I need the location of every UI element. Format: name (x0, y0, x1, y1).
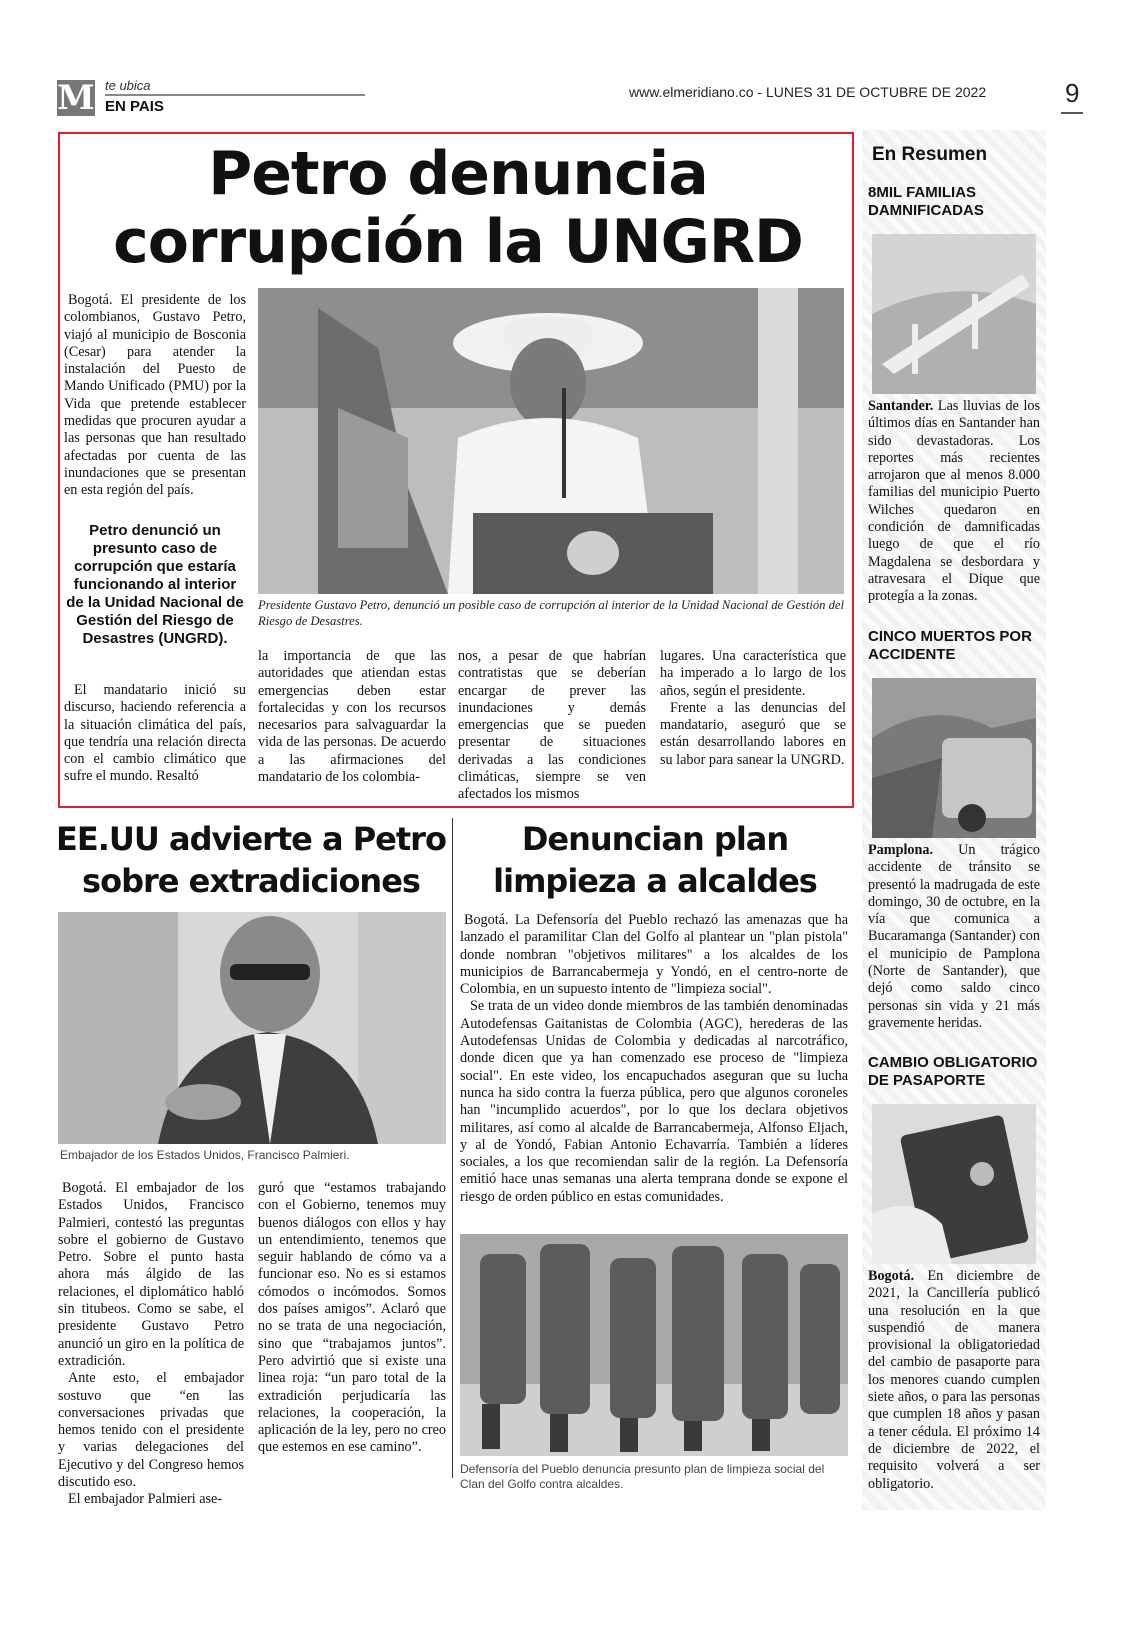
lead-column-1-cont: El mandatario inició su discurso, haciendo referencia a la situación climática del país, que tendría una relación directa con el cambio climático que sufre el mundo. Resaltó (64, 682, 246, 785)
lead-headline: Petro denuncia corrupción la UNGRD (113, 139, 803, 277)
sidebar-item-head: CAMBIO OBLIGATORIO DE PASAPORTE (868, 1054, 1038, 1089)
story2-photo-caption: Embajador de los Estados Unidos, Francisco Palmieri. (60, 1148, 350, 1162)
accident-photo-image (872, 678, 1036, 838)
lead-column-4: lugares. Una característica que ha imperado a lo largo de los años, según el presidente. Frente a las denuncias del mandatario, aseguró que se están desarrollando labores en su labor para sanear la UNGRD. (660, 648, 846, 768)
sidebar-title: En Resumen (872, 144, 988, 165)
sidebar-item-head: 8MIL FAMILIAS DAMNIFICADAS (868, 184, 984, 219)
lead-column-1: Bogotá. El presidente de los colombianos, Gustavo Petro, viajó al municipio de Bosconia (Cesar) para atender la instalación del Puesto de Mando Unificado (PMU) por la Vida que pretende establecer medidas que procuren ayudar a las personas que han resultado afectadas por cuenta de las inundaciones que se presentan en esta región del país. (64, 292, 246, 499)
flood-photo-image (872, 234, 1036, 394)
story3-headline: Denuncian plan limpieza a alcaldes (493, 820, 817, 900)
story2-headline: EE.UU advierte a Petro sobre extradiciones (56, 820, 446, 900)
sidebar-item-text: Bogotá. En diciembre de 2021, la Cancillería publicó una resolución en la que suspendió de manera provisional la obligatoriedad del cambio de pasaporte para los menores cuando cumplen siete años, o para las personas que cumplen 18 años y pasan a tener cédula. El próximo 14 de diciembre de 2022, el requisito volverá a ser obligatorio. (868, 1268, 1040, 1492)
logo-mark: M (57, 78, 95, 118)
tagline-rule (105, 94, 365, 96)
story2-column-1: Bogotá. El embajador de los Estados Unidos, Francisco Palmieri, contestó las preguntas sobre el gobierno de Gustavo Petro. Sobre el punto hasta ahora más álgido de las relaciones, el diplomático habló sin titubeos. Como se sabe, el presidente Gustavo Petro anunció un giro en la política de extradición. Ante esto, el embajador sostuvo que “en las conversaciones privadas que hemos tenido con el presidente y varias delegaciones del Ejecutivo y del Congreso hemos discutido eso. El embajador Palmieri ase- (58, 1180, 244, 1508)
column-divider (452, 818, 453, 1478)
lead-photo-image (258, 288, 844, 594)
story3-photo-caption: Defensoría del Pueblo denuncia presunto plan de limpieza social del Clan del Golfo contra alcaldes. (460, 1462, 825, 1491)
lead-photo (258, 288, 844, 594)
sidebar (862, 130, 1046, 1510)
tagline: te ubica (105, 78, 151, 93)
sidebar-item-text: Santander. Las lluvias de los últimos días en Santander han sido devastadoras. Los reportes más recientes arrojaron que al menos 8.000 familias del municipio Puerto Wilches quedaron en condición de damnificadas luego de que el río Magdalena se desbordara y atravesara el Dique que protegía a la zonas. (868, 398, 1040, 605)
page-number-rule (1061, 112, 1083, 114)
section-label: EN PAIS (105, 98, 164, 115)
lead-column-3: nos, a pesar de que habrían contratistas que se deberían encargar de prever las inundaciones y demás emergencias que se pueden presentar de situaciones derivadas a las condiciones climáticas, siempre se ven afectados los mismos (458, 648, 646, 803)
sidebar-photo-accident (872, 678, 1036, 838)
lead-photo-caption: Presidente Gustavo Petro, denunció un posible caso de corrupción al interior de la Unidad Nacional de Gestión del Riesgo de Desastres. (258, 598, 844, 628)
page-number: 9 (1065, 78, 1080, 108)
lead-story (58, 132, 854, 808)
lead-pullquote: Petro denunció un presunto caso de corrupción que estaría funcionando al interior de la Unidad Nacional de Gestión del Riesgo de Desastres (UNGRD). (66, 522, 244, 647)
story2-column-2: guró que “estamos trabajando con el Gobierno, tenemos muy buenos diálogos con ellos y hay un entendimiento, tenemos que seguir hablando de cómo va a funcionar eso. No es si estamos cómodos o incómodos. Somos dos países amigos”. Aclaró que no se trata de una negociación, sino que “trabajamos juntos”. Pero advirtió que si existe una linea roja: “un paro total de la extradición perjudicaría las relaciones, la cooperación, la aplicación de la ley, pero no creo que estemos en ese camino”. (258, 1180, 446, 1456)
sidebar-photo-flood (872, 234, 1036, 394)
story2-photo-image (58, 912, 446, 1144)
story3-body: Bogotá. La Defensoría del Pueblo rechazó las amenazas que ha lanzado el paramilitar Clan del Golfo al plantear un "plan pistola" donde nombran "objetivos militares" a los alcaldes de los municipios de Barrancabermeja y Yondó, en el centro-norte de Colombia, en un supuesto intento de "limpieza social". Se trata de un video donde miembros de las también denominadas Autodefensas Gaitanistas de Colombia (AGC), herederas de las Autodefensas Unidas de Colombia y dedicadas al narcotráfico, donde dicen que ya han comenzado ese proceso de "limpieza social". En este video, los encapuchados aseguran que su lucha nunca ha sido contra la fuerza pública, pero que algunos coroneles han "incumplido acuerdos", por lo que los declara objetivos militares, así como al alcalde de Barrancabermeja, Alfonso Eljach, y al de Yondó, Fabian Antonio Echavarría. También a líderes sociales, a los que recomiendan salir de la región. La Defensoría emitió hace unas semanas una alerta temprana donde se expone el riesgo de orden público en estas comunidades. (460, 912, 848, 1205)
story3-photo-image (460, 1234, 848, 1456)
passport-photo-image (872, 1104, 1036, 1264)
lead-column-2: la importancia de que las autoridades que atiendan estas emergencias deben estar fortalecidas y con los recursos necesarios para salvaguardar la vida de las personas. De acuerdo a las afirmaciones del mandatario de los colombia- (258, 648, 446, 786)
sidebar-item-text: Pamplona. Un trágico accidente de tránsito se presentó la madrugada de este domingo, 30 de octubre, en la vía que comunica a Bucaramanga (Santander) con el municipio de Pamplona (Norte de Santander), que dejó como saldo cinco personas sin vida y 21 más gravemente heridas. (868, 842, 1040, 1031)
site-date: www.elmeridiano.co - LUNES 31 DE OCTUBRE DE 2022 (629, 84, 987, 100)
sidebar-item-head: CINCO MUERTOS POR ACCIDENTE (868, 628, 1032, 663)
sidebar-photo-passport (872, 1104, 1036, 1264)
story3-photo (460, 1234, 848, 1456)
masthead (57, 78, 1087, 120)
story2-photo (58, 912, 446, 1144)
